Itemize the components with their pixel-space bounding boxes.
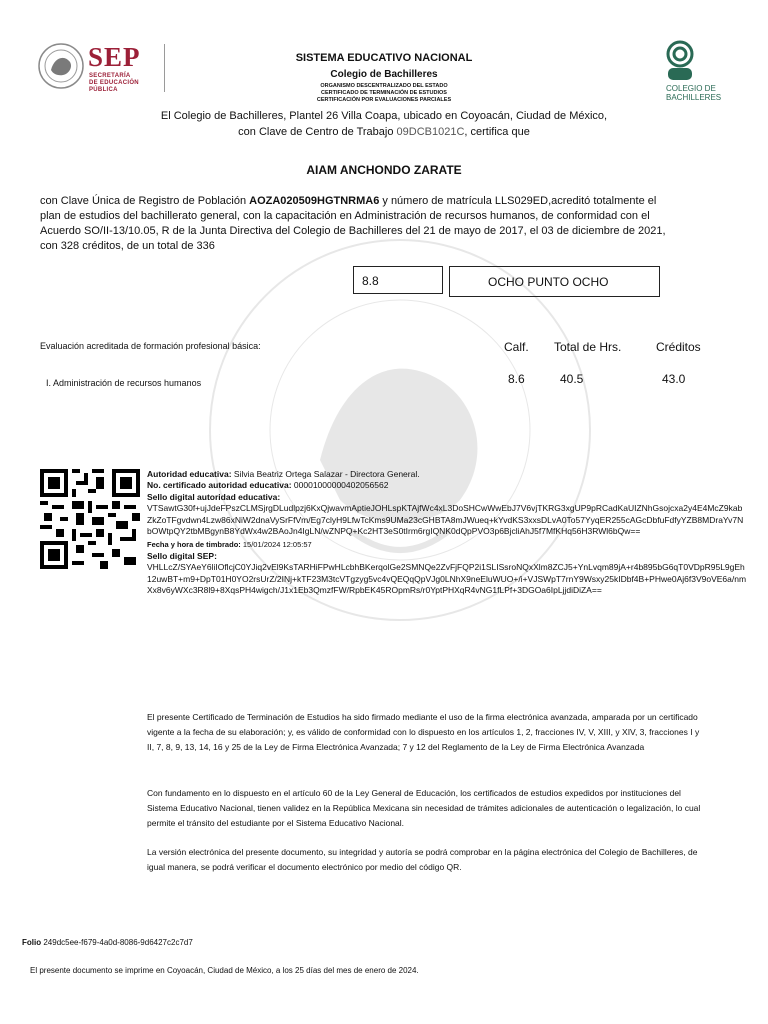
final-grade-box: 8.8 bbox=[353, 266, 443, 294]
student-name: AIAM ANCHONDO ZARATE bbox=[306, 163, 462, 177]
legal-paragraph-signature: El presente Certificado de Terminación de Estudios ha sido firmado mediante el uso de la firma electrónica avanzada, amparada por un certificado vigente a la fecha de su elaboración; y, es válido de conformidad con lo dispuesto en los artículos 1, 2, fracciones IV, V, XIII, y XIV, 3, fracciones I y II, 7, 8, 9, 13, 14, 16 y 25 de la Ley de Firma Electrónica Avanzada; 7 y 12 del Reglamento de la Ley de Firma Electrónica Avanzada bbox=[147, 712, 700, 752]
cert-number: 00001000000402056562 bbox=[293, 480, 389, 491]
certifies-intro: El Colegio de Bachilleres, Plantel 26 Villa Coapa, ubicado en Coyoacán, Ciudad de México, con Clave de Centro de Trabajo 09DCB1021C, certifica que bbox=[160, 110, 608, 138]
institution-name: Colegio de Bachilleres bbox=[330, 69, 438, 80]
training-row-grade: 8.6 bbox=[508, 372, 525, 386]
legal-paragraph-verification: La versión electrónica del presente documento, su integridad y autoría se podrá comprobar en la página electrónica del Colegio de Bachilleres, de igual manera, se podrá verificar el documento electrónico por medio del código QR. bbox=[147, 847, 698, 872]
sep-seal: VHLLcZ/SYAeY6liIOflcjC0YJiq2vEl9KsTARHiFPwHLcbhBKerqolGe2SMNQe2ZvFjFQP2i1SLISsroNQxXlm8ZCJ5+YnLvqm89jA+r4b895bG6qT0VDpR95L9gEh12uwBT+m9+DpT01H0YO2rsUrZ/2INj+kTF23M3tcVTgzyg5vc4vQEQqQpVJg0LNhX9neEluWUO+/i+VJSWpT7rnY9Wsxy25kIDbf4B+PHwe0Aj6f3V9oVE6a/nmXx8v6yWXc3R8l9+8XqsPH4wigch/J1x1Eb3QmzfFW/RpbEK45ROpmRs/r0YptPHXqR4vNG1fLPf+3DGOa6IpLjjdiDiZA== bbox=[147, 562, 747, 596]
qr-code[interactable] bbox=[40, 469, 140, 569]
timestamp-value: 15/01/2024 12:05:57 bbox=[242, 540, 312, 550]
training-row-name: I. Administración de recursos humanos bbox=[46, 378, 202, 388]
digital-signature-block: Autoridad educativa: Silvia Beatriz Ortega Salazar - Directora General. No. certificado autoridad educativa: 00001000000402056562 Sello digital autoridad educativa: VTSawtG30f+ujJdeFPszCLMSjrgDLudlpzj6KxQjwavmAptieJOHLspKTAjfWc4xL3DoSHCwWwEbJ7V6vjTKRG3xgUP9pRCadKaUIZNhGsojcxa2y4E4McZ9kabZkZoTFgvdwn4Lzw86xNiW2dnaVySrFfVm/Eg7clyH9LfwTcKms9UMa23cGHBTA8mJWueq+kYvdKS3xxsDLvA0To57YyqER255cAGcDbfuFdfyYZB8MDraYv7NbOWtpQY2tbMBgynB8YdWx4w2BAoJn4IgLN/wZNPQ+Kc2HT3eS0tIrm6rgIQNK0dQpPVO3p6BjcliAhJ5f7MfKHq56H3RWl6bQw== Fecha y hora de timbrado: 15/01/2024 12:05:57 Sello digital SEP: VHLLcZ/SYAeY6liIOflcjC0YJiq2vEl9KsTARHiFPwHLcbhBKerqolGe2SMNQe2ZvFjFQP2i1SLISsroNQxXlm8ZCJ5+YnLvqm89jA+r4b895bG6qT0VDpR95L9gEh12uwBT+m9+DpT01H0YO2rsUrZ/2INj+kTF23M3tcVTgzyg5vc4vQEQqQpVJg0LNhX9neEluWUO+/i+VJSWpT7rnY9Wsxy25kIDbf4B+PHwe0Aj6f3V9oVE6a/nmXx8v6yWXc3R8l9+8XqsPH4wigch/J1x1Eb3QmzfFW/RpbEK45ROpmRs/r0YptPHXqR4vNG1fLPf+3DGOa6IpLjjdiDiZA== bbox=[147, 469, 747, 596]
training-row-credits: 43.0 bbox=[662, 372, 686, 386]
sep-wordmark: SEP bbox=[88, 42, 141, 72]
folio: Folio 249dc5ee-f679-4a0d-8086-9d6427c2c7d7 bbox=[22, 938, 193, 947]
col-hours-header: Total de Hrs. bbox=[554, 340, 622, 354]
final-grade-words-box: OCHO PUNTO OCHO bbox=[449, 266, 660, 297]
col-credits-header: Créditos bbox=[656, 340, 701, 354]
sep-subtitle: SECRETARÍA DE EDUCACIÓN PÚBLICA bbox=[89, 73, 139, 93]
authority-value: Silvia Beatriz Ortega Salazar - Directora General. bbox=[233, 469, 420, 479]
authority-seal: VTSawtG30f+ujJdeFPszCLMSjrgDLudlpzj6KxQjwavmAptieJOHLspKTAjfWc4xL3DoSHCwWwEbJ7V6vjTKRG3xgUP9pRCadKaUIZNhGsojcxa2y4E4McZ9kabZkZoTFgvdwn4Lzw86xNiW2dnaVySrFfVm/Eg7clyH9LfwTcKms9UMa23cGHBTA8mJWueq+kYvdKS3xxsDLvA0To57YyqER255cAGcDbfuFdfyYZB8MDraYv7NbOWtpQY2tbMBgynB8YdWx4w2BAoJn4IgLN/wZNPQ+Kc2HT3eS0tIrm6rgIQNK0dQpPVO3p6BjcliAhJ5f7MfKHq56H3RWl6bQw== bbox=[147, 503, 744, 537]
folio-value: 249dc5ee-f679-4a0d-8086-9d6427c2c7d7 bbox=[43, 938, 193, 947]
header-sublines: ORGANISMO DESCENTRALIZADO DEL ESTADO CERTIFICADO DE TERMINACIÓN DE ESTUDIOS CERTIFICACIÓN POR EVALUACIONES PARCIALES bbox=[316, 83, 452, 103]
certification-paragraph: con Clave Única de Registro de Población AOZA020509HGTNRMA6 y número de matrícula LLS029ED,acreditó totalmente el plan de estudios del bachillerato general, con la capacitación en Administración de recursos humanos, de conformidad con el Acuerdo SO/II-13/10.05, R de la Junta Directiva del Colegio de Bachilleres del 21 de mayo de 2017, el 03 de diciembre de 2021, con 328 créditos, de un total de 336 bbox=[40, 195, 666, 252]
training-row-hours: 40.5 bbox=[560, 372, 584, 386]
system-title: SISTEMA EDUCATIVO NACIONAL bbox=[295, 52, 473, 64]
curp-value: AOZA020509HGTNRMA6 bbox=[249, 195, 380, 207]
legal-paragraph-validity: Con fundamento en lo dispuesto en el artículo 60 de la Ley General de Educación, los certificados de estudios expedidos por instituciones del Sistema Educativo Nacional, tienen validez en la República Mexicana sin necesidad de trámites adicionales de autenticación o legalización, lo cual permite el tránsito del estudiante por el Sistema Educativo Nacional. bbox=[147, 788, 701, 828]
cb-logo-text: COLEGIO DE BACHILLERES bbox=[666, 84, 722, 102]
print-location-footer: El presente documento se imprime en Coyoacán, Ciudad de México, a los 25 días del mes de enero de 2024. bbox=[30, 966, 419, 975]
cct-code: 09DCB1021C bbox=[396, 126, 465, 138]
col-grade-header: Calf. bbox=[504, 340, 529, 354]
training-label: Evaluación acreditada de formación profesional básica: bbox=[40, 341, 261, 351]
